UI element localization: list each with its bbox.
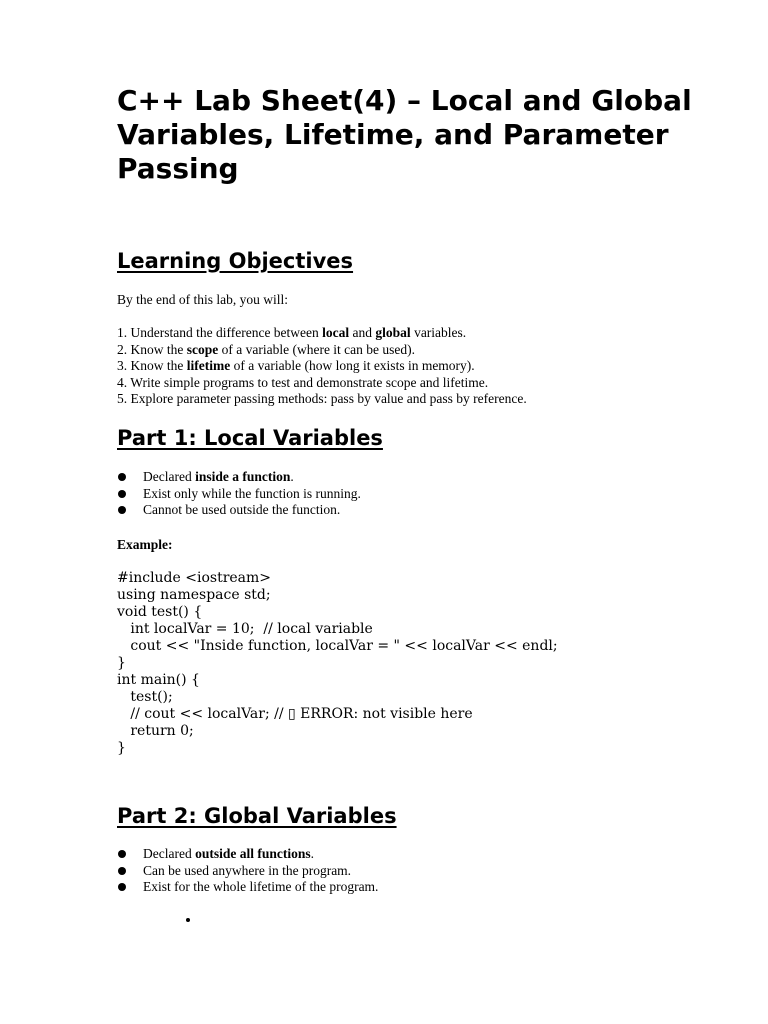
objective-item: 3. Know the lifetime of a variable (how long it exists in memory). xyxy=(117,358,475,374)
bullet-icon xyxy=(118,490,126,498)
list-item: Exist for the whole lifetime of the program. xyxy=(117,879,737,896)
code-line: #include <iostream> xyxy=(117,570,272,586)
code-example xyxy=(117,570,747,757)
list-item: Declared inside a function. xyxy=(117,469,737,486)
objective-item: 5. Explore parameter passing methods: pass by value and pass by reference. xyxy=(117,391,527,407)
code-line: } xyxy=(117,655,126,671)
objectives-intro: By the end of this lab, you will: xyxy=(117,292,288,307)
part2-heading: Part 2: Global Variables xyxy=(117,804,397,828)
code-line: int localVar = 10; // local variable xyxy=(117,621,373,637)
code-line: int main() { xyxy=(117,672,200,688)
bullet-icon xyxy=(118,883,126,891)
code-line: test(); xyxy=(117,689,173,705)
objective-item: 1. Understand the difference between local and global variables. xyxy=(117,325,467,340)
code-line: void test() { xyxy=(117,604,203,620)
empty-bullet-icon xyxy=(186,918,190,922)
list-item: Declared outside all functions. xyxy=(117,846,737,863)
code-line: cout << "Inside function, localVar = " << localVar << endl; xyxy=(117,638,558,654)
part1-heading: Part 1: Local Variables xyxy=(117,426,383,450)
page-title: C++ Lab Sheet(4) – Local and Global Variables, Lifetime, and Parameter Passing xyxy=(117,84,692,185)
code-line: // cout << localVar; // ▯ ERROR: not visible here xyxy=(117,706,473,722)
list-item: Exist only while the function is running. xyxy=(117,486,737,503)
objective-item: 2. Know the scope of a variable (where it can be used). xyxy=(117,341,416,357)
list-item: Cannot be used outside the function. xyxy=(117,502,737,519)
bullet-icon xyxy=(118,867,126,875)
example-label: Example: xyxy=(117,537,173,552)
part1-bullet-list xyxy=(117,469,737,519)
code-line: } xyxy=(117,740,126,756)
bullet-icon xyxy=(118,473,126,481)
objectives-list xyxy=(117,325,737,408)
learning-objectives-heading: Learning Objectives xyxy=(117,249,354,273)
objective-item: 4. Write simple programs to test and demonstrate scope and lifetime. xyxy=(117,374,489,390)
code-line: return 0; xyxy=(117,723,194,739)
list-item: Can be used anywhere in the program. xyxy=(117,863,737,880)
bullet-icon xyxy=(118,506,126,514)
bullet-icon xyxy=(118,850,126,858)
part2-bullet-list xyxy=(117,846,737,896)
code-line: using namespace std; xyxy=(117,587,271,603)
